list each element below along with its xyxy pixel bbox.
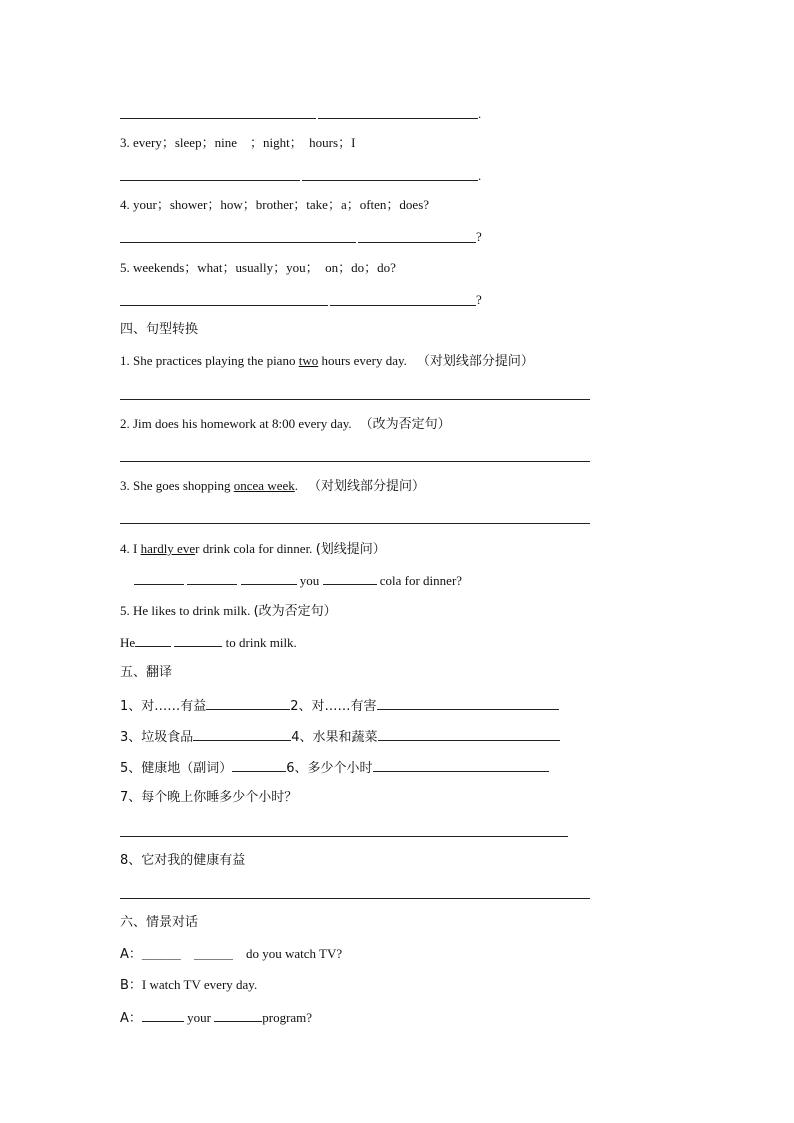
answer-line[interactable] (120, 461, 590, 462)
section-6-title: 六、情景对话 (120, 915, 199, 930)
blank[interactable] (378, 728, 560, 741)
underlined-word: oncea week (233, 478, 295, 493)
question-3-prompt: 3. every；sleep；nine ；night； hours；I (120, 135, 356, 150)
s4-item-3: 3. She goes shopping oncea week. （对划线部分提问） (120, 478, 426, 494)
dialogue-line-1: A：＿＿＿ ＿＿＿ do you watch TV? (120, 946, 343, 962)
answer-line[interactable] (120, 523, 590, 524)
answer-line-end: ? (476, 229, 482, 244)
blank[interactable] (135, 634, 171, 647)
underlined-word: two (298, 353, 319, 368)
blank[interactable] (134, 572, 184, 585)
blank[interactable] (142, 1009, 184, 1022)
answer-line[interactable] (120, 180, 300, 181)
answer-line[interactable] (358, 242, 476, 243)
answer-line-end: ? (476, 292, 482, 307)
answer-line[interactable] (120, 242, 356, 243)
section-5-title: 五、翻译 (120, 665, 173, 680)
answer-line[interactable] (120, 898, 590, 899)
blank[interactable] (206, 697, 290, 710)
s4-item-5-answer: He to drink milk. (120, 635, 297, 650)
section-4-title: 四、句型转换 (120, 322, 199, 337)
dialogue-line-2: B：I watch TV every day. (120, 977, 258, 993)
answer-line-end: . (478, 168, 482, 183)
dialogue-line-3: A： your program? (120, 1010, 313, 1026)
s4-item-1: 1. She practices playing the piano two hours every day. （对划线部分提问） (120, 353, 534, 369)
answer-line[interactable] (318, 118, 478, 119)
translate-item-7: 7、每个晚上你睡多少个小时？ (120, 790, 298, 805)
answer-line[interactable] (302, 180, 478, 181)
answer-line[interactable] (120, 836, 568, 837)
answer-line[interactable] (120, 118, 316, 119)
blank[interactable] (323, 572, 377, 585)
blank[interactable] (174, 634, 222, 647)
answer-line[interactable] (120, 399, 590, 400)
blank[interactable] (214, 1009, 262, 1022)
answer-line[interactable] (120, 305, 328, 306)
blank[interactable] (241, 572, 297, 585)
blank[interactable] (187, 572, 237, 585)
blank[interactable] (377, 697, 559, 710)
s4-item-2: 2. Jim does his homework at 8:00 every day. （改为否定句） (120, 416, 451, 432)
s4-item-5: 5. He likes to drink milk. (改为否定句） (120, 603, 337, 619)
answer-line-end: . (478, 106, 482, 121)
blank[interactable] (373, 759, 549, 772)
translate-row-3: 5、健康地（副词） 6、多少个小时 (120, 759, 549, 777)
answer-line[interactable] (330, 305, 476, 306)
translate-item-8: 8、它对我的健康有益 (120, 853, 246, 868)
translate-row-1: 1、对……有益 2、对……有害 (120, 697, 559, 715)
s4-item-4-answer: you cola for dinner? (134, 572, 462, 589)
blank[interactable] (232, 759, 286, 772)
blank[interactable] (193, 728, 291, 741)
underlined-word: hardly eve (140, 541, 196, 556)
translate-row-2: 3、垃圾食品 4、水果和蔬菜 (120, 728, 560, 746)
s4-item-4: 4. I hardly ever drink cola for dinner. (划线提问） (120, 541, 386, 557)
question-4-prompt: 4. your；shower；how；brother；take；a；often；does? (120, 197, 430, 212)
question-5-prompt: 5. weekends；what；usually；you； on；do；do? (120, 260, 396, 275)
